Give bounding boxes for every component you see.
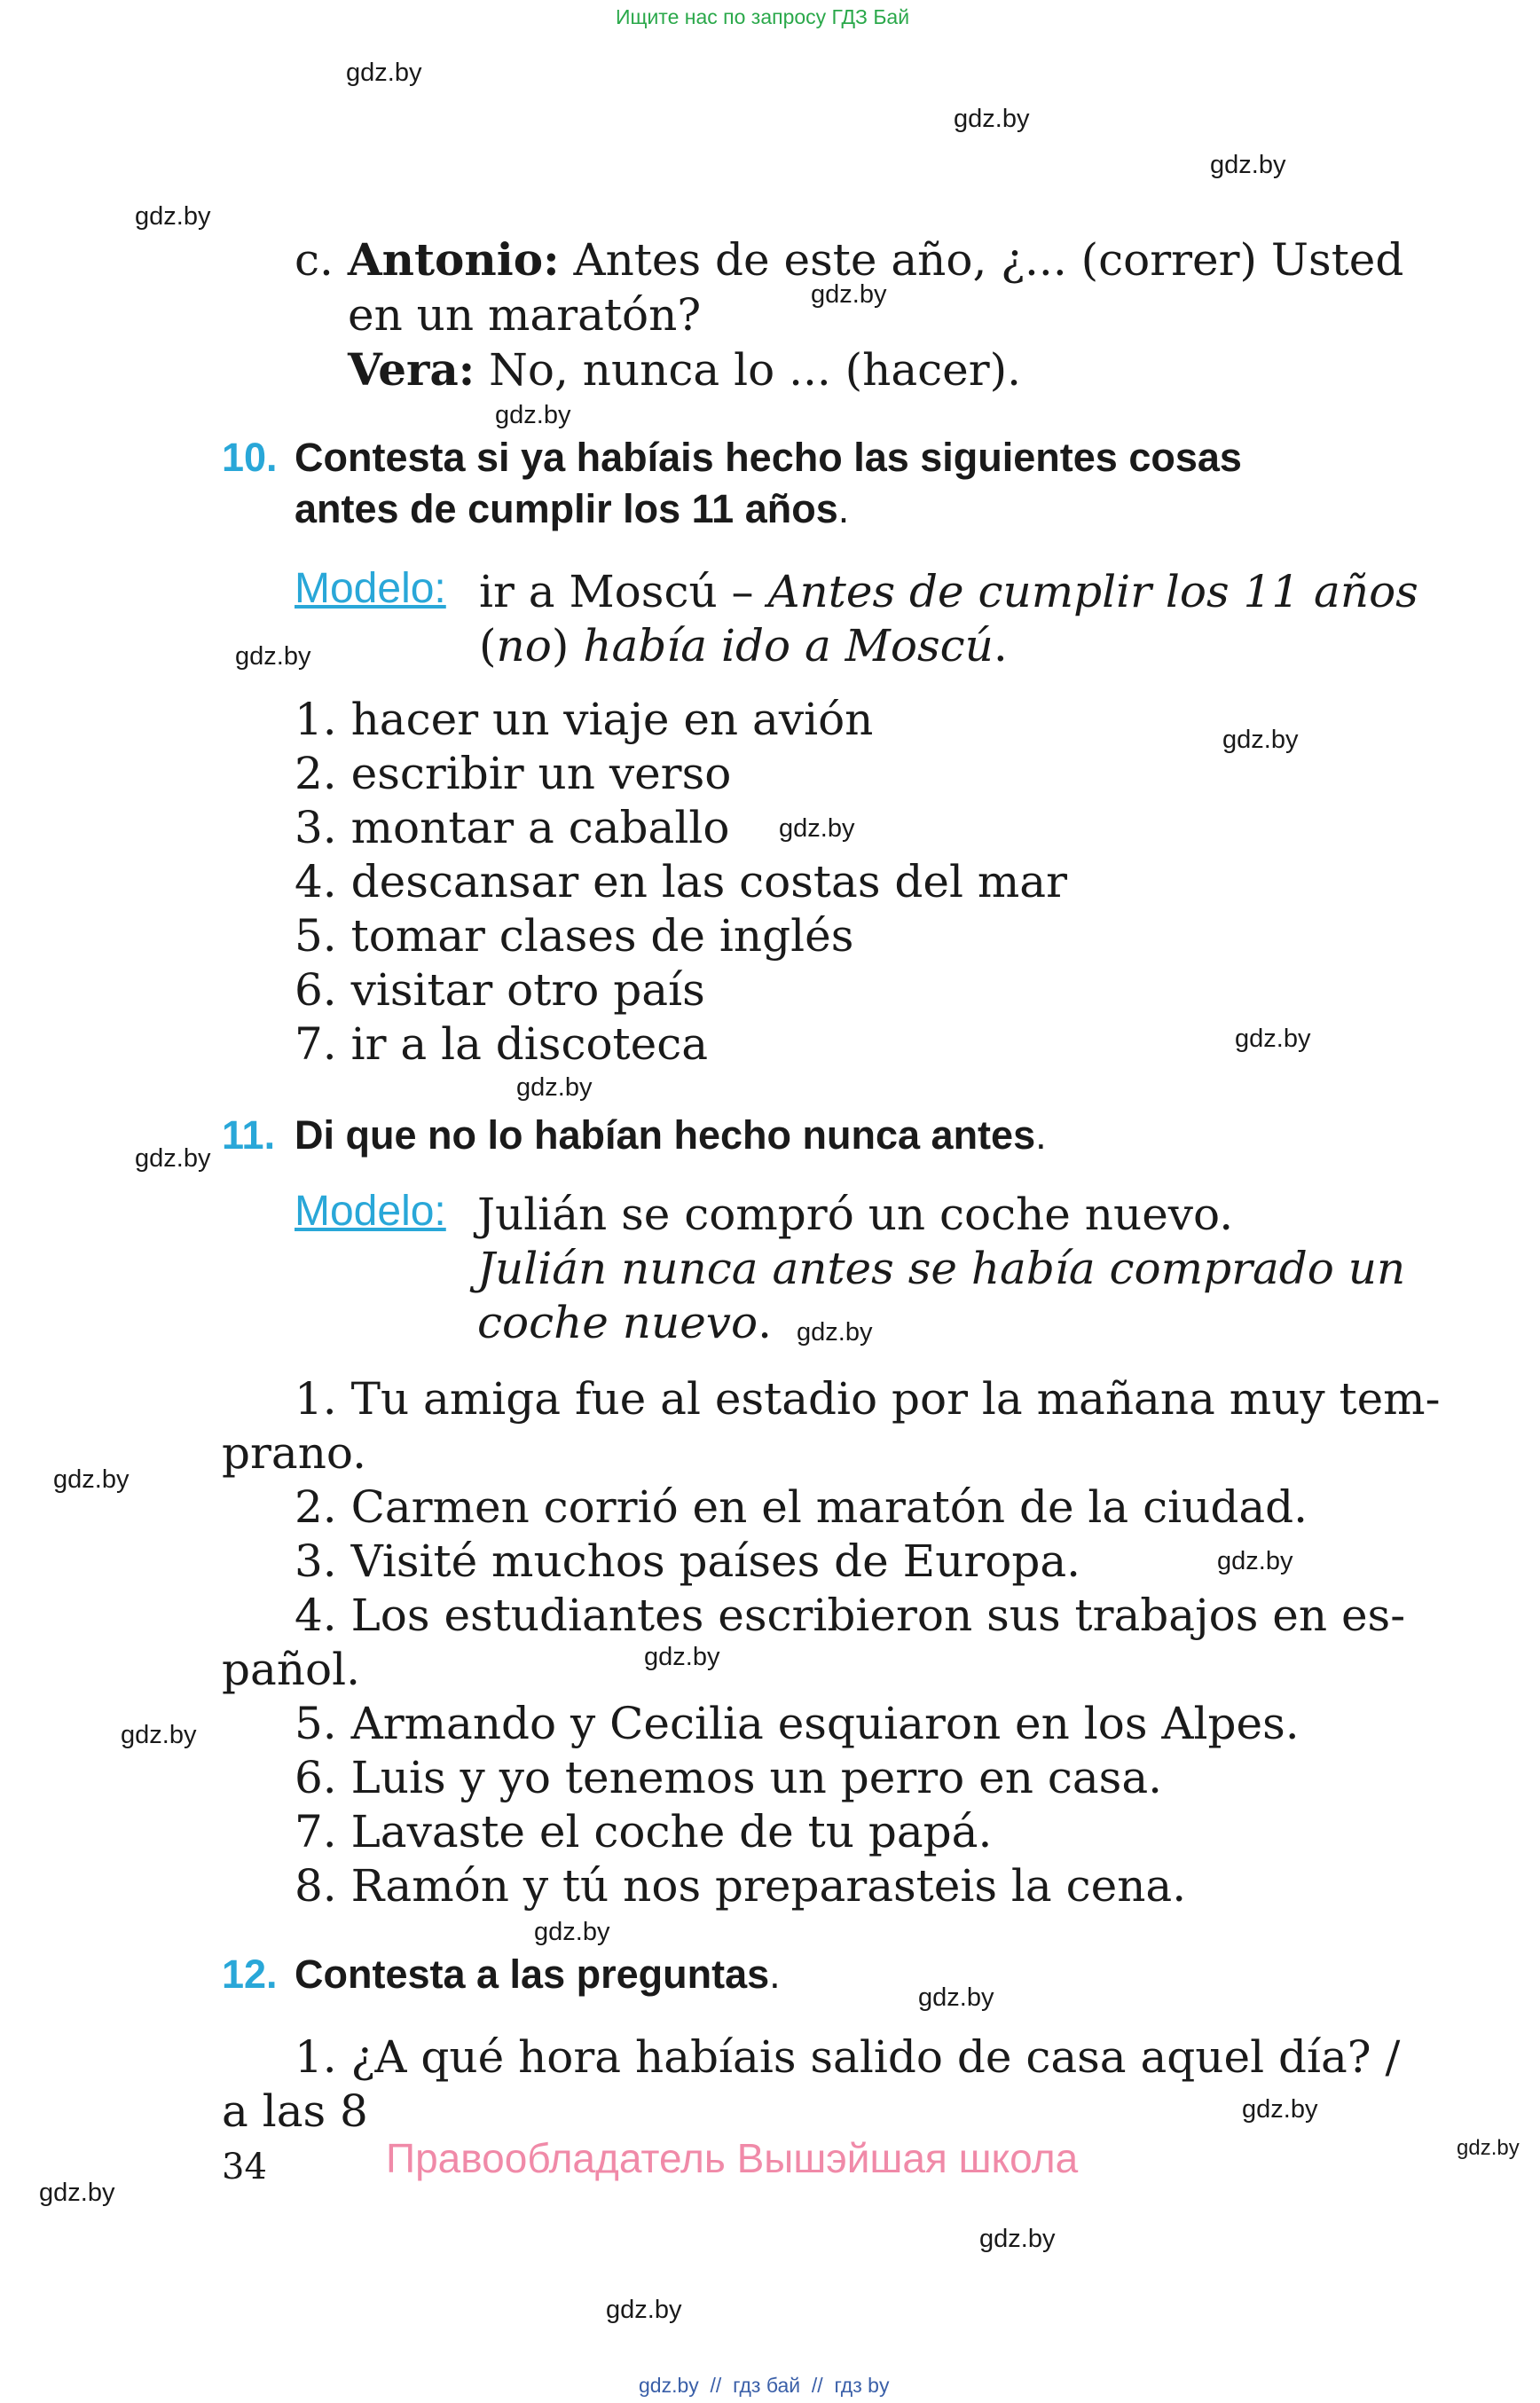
ex12-number: 12.	[222, 1951, 278, 1997]
watermark: gdz.by	[1210, 151, 1286, 179]
ex12-title: Contesta a las preguntas.	[295, 1951, 781, 1997]
ex11-modelo-label: Modelo:	[295, 1188, 446, 1235]
watermark: gdz.by	[135, 202, 211, 231]
ex11-item: 7. Lavaste el coche de tu papá.	[295, 1806, 993, 1857]
ex9c-vera-text: No, nunca lo ... (hacer).	[489, 344, 1022, 396]
ex10-item: 4. descansar en las costas del mar	[295, 856, 1067, 907]
ex11-model-line1: Julián se compró un coche nuevo.	[477, 1189, 1234, 1240]
watermark: gdz.by	[644, 1643, 720, 1671]
watermark: gdz.by	[534, 1918, 610, 1946]
ex12-item: 1. ¿A qué hora habíais salido de casa aquel día? /	[295, 2031, 1401, 2083]
watermark: gdz.by	[495, 401, 571, 429]
ex10-title-line1: Contesta si ya habíais hecho las siguientes cosas	[295, 435, 1242, 480]
ex9c-line3	[348, 342, 1021, 397]
ex11-item: 1. Tu amiga fue al estadio por la mañana muy tem-	[295, 1373, 1441, 1425]
ex10-item: 5. tomar clases de inglés	[295, 910, 854, 962]
ex10-model-line2: (no) había ido a Moscú.	[479, 620, 1008, 671]
ex11-title: Di que no lo habían hecho nunca antes.	[295, 1112, 1047, 1158]
watermark: gdz.by	[1217, 1547, 1293, 1575]
watermark: gdz.by	[121, 1721, 197, 1749]
ex11-item: 4. Los estudiantes escribieron sus trabajos en es-	[295, 1590, 1406, 1641]
ex11-model-line3: coche nuevo.	[477, 1297, 773, 1348]
ex9c-antonio-text: Antes de este año, ¿... (correr) Usted	[573, 234, 1404, 286]
watermark: gdz.by	[1235, 1025, 1311, 1053]
ex10-model-line1: ir a Moscú – Antes de cumplir los 11 años	[479, 566, 1418, 617]
ex10-item: 6. visitar otro país	[295, 964, 705, 1016]
watermark: gdz.by	[606, 2296, 682, 2324]
watermark: gdz.by	[1242, 2095, 1318, 2124]
speaker-vera: Vera:	[348, 343, 475, 396]
ex11-item-cont: prano.	[222, 1427, 367, 1479]
ex9c-line1	[295, 232, 1403, 287]
watermark: gdz.by	[811, 280, 887, 309]
page-number: 34	[222, 2147, 267, 2187]
rights-holder: Правообладатель Вышэйшая школа	[386, 2135, 1079, 2181]
watermark: gdz.by	[954, 105, 1030, 133]
watermark: gdz.by	[779, 814, 855, 843]
watermark: gdz.by	[235, 642, 311, 671]
ex11-item-cont: pañol.	[222, 1644, 361, 1695]
ex10-number: 10.	[222, 435, 278, 480]
ex10-modelo-label: Modelo:	[295, 565, 446, 612]
watermark: gdz.by	[135, 1144, 211, 1173]
ex11-item: 2. Carmen corrió en el maratón de la ciudad.	[295, 1481, 1308, 1533]
ex11-model-line2: Julián nunca antes se había comprado un	[477, 1243, 1406, 1294]
ex11-item: 3. Visité muchos países de Europa.	[295, 1535, 1081, 1587]
watermark: gdz.by	[918, 1983, 994, 2012]
ex10-title-line2: antes de cumplir los 11 años.	[295, 486, 850, 531]
ex10-item: 7. ir a la discoteca	[295, 1018, 709, 1070]
ex11-item: 6. Luis y yo tenemos un perro en casa.	[295, 1752, 1163, 1803]
ex10-item: 2. escribir un verso	[295, 748, 732, 799]
watermark: gdz.by	[979, 2225, 1056, 2253]
watermark: gdz.by	[1222, 726, 1299, 754]
speaker-antonio: Antonio:	[347, 233, 560, 286]
watermark: gdz.by	[1457, 2136, 1520, 2160]
watermark: gdz.by	[39, 2179, 115, 2207]
footer-links[interactable]: gdz.by // гдз бай // гдз by	[639, 2374, 890, 2397]
ex10-item: 3. montar a caballo	[295, 802, 730, 853]
watermark: gdz.by	[516, 1073, 593, 1102]
ex11-item: 5. Armando y Cecilia esquiaron en los Alpes.	[295, 1698, 1300, 1749]
watermark: gdz.by	[797, 1318, 873, 1347]
ex9c-antonio-text2: en un maratón?	[348, 289, 702, 341]
ex10-item: 1. hacer un viaje en avión	[295, 694, 874, 745]
ex11-item: 8. Ramón y tú nos preparasteis la cena.	[295, 1860, 1187, 1912]
ex9c-letter: c.	[295, 234, 334, 286]
header-link[interactable]: Ищите нас по запросу ГДЗ Бай	[616, 5, 910, 28]
watermark: gdz.by	[53, 1465, 130, 1494]
ex12-item-cont: a las 8	[222, 2085, 368, 2137]
ex11-number: 11.	[222, 1112, 276, 1158]
watermark: gdz.by	[346, 59, 422, 87]
